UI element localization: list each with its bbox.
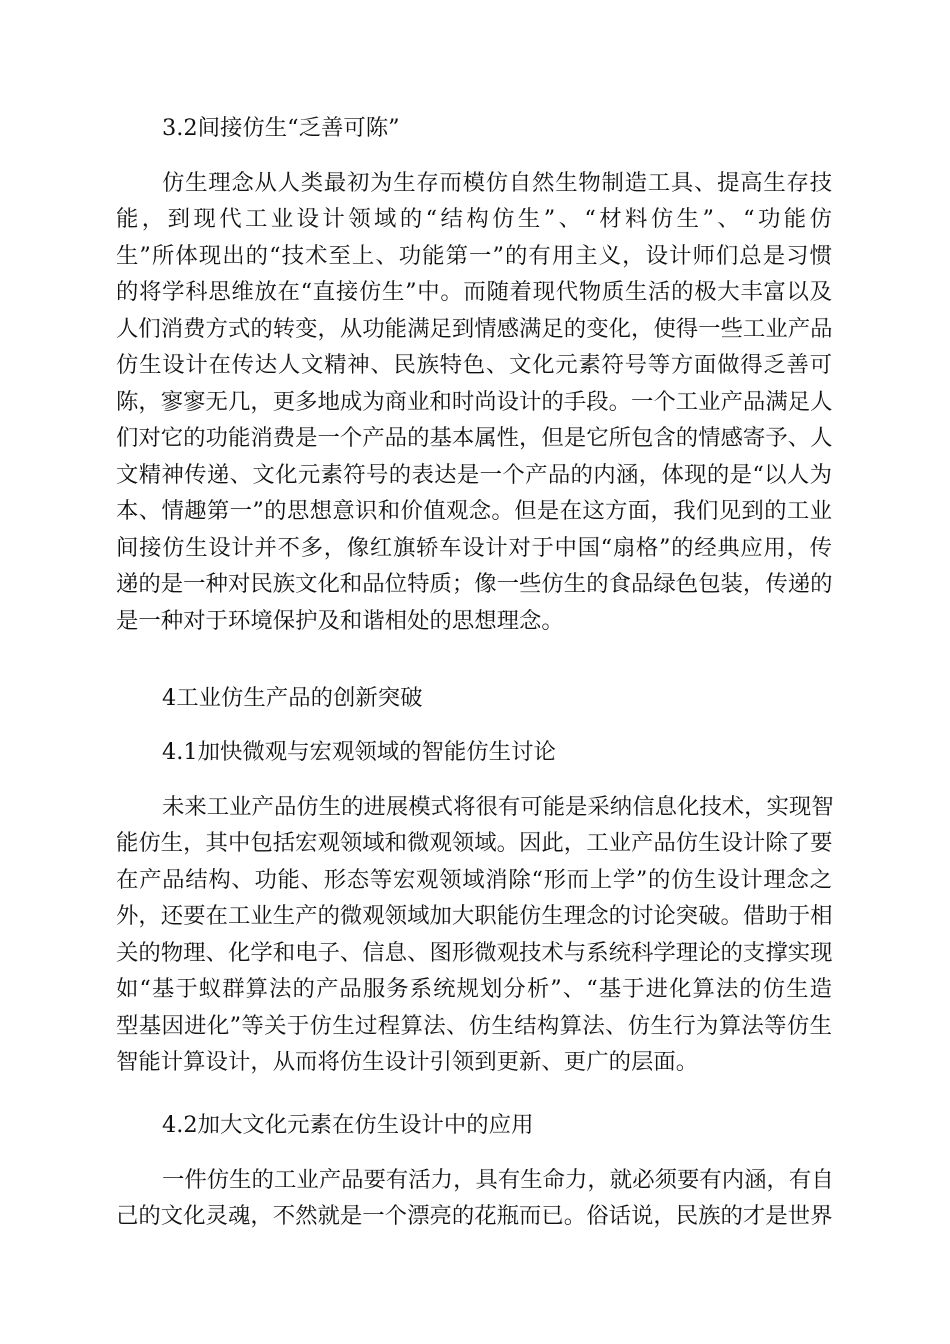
paragraph-line-last: 是一种对于环境保护及和谐相处的思想理念。	[116, 608, 564, 634]
paragraph-line: 的将学科思维放在“直接仿生”中。而随着现代物质生活的极大丰富以及	[116, 279, 832, 305]
heading-4-2: 4.2加大文化元素在仿生设计中的应用	[162, 1112, 534, 1138]
paragraph-line: 递的是一种对民族文化和品位特质；像一些仿生的食品绿色包装，传递的	[116, 571, 833, 597]
heading-4: 4工业仿生产品的创新突破	[162, 685, 423, 711]
paragraph-line: 仿生理念从人类最初为生存而模仿自然生物制造工具、提高生存技	[162, 170, 832, 196]
paragraph-line: 如“基于蚁群算法的产品服务系统规划分析”、“基于进化算法的仿生造	[116, 976, 832, 1002]
paragraph-line-last: 智能计算设计，从而将仿生设计引领到更新、更广的层面。	[116, 1049, 699, 1075]
paragraph-line: 型基因进化”等关于仿生过程算法、仿生结构算法、仿生行为算法等仿生	[116, 1013, 832, 1039]
paragraph-line: 能，到现代工业设计领域的“结构仿生”、“材料仿生”、“功能仿	[116, 206, 832, 232]
paragraph-line: 生”所体现出的“技术至上、功能第一”的有用主义，设计师们总是习惯	[116, 243, 832, 269]
heading-4-1: 4.1加快微观与宏观领域的智能仿生讨论	[162, 739, 556, 765]
paragraph-line: 仿生设计在传达人文精神、民族特色、文化元素符号等方面做得乏善可	[116, 352, 832, 378]
paragraph-line: 文精神传递、文化元素符号的表达是一个产品的内涵，体现的是“以人为	[116, 462, 832, 488]
paragraph-line: 们对它的功能消费是一个产品的基本属性，但是它所包含的情感寄予、人	[116, 425, 833, 451]
paragraph-line: 能仿生，其中包括宏观领域和微观领域。因此，工业产品仿生设计除了要	[116, 830, 833, 856]
paragraph-line: 本、情趣第一”的思想意识和价值观念。但是在这方面，我们见到的工业	[116, 498, 832, 524]
paragraph-line: 陈，寥寥无几，更多地成为商业和时尚设计的手段。一个工业产品满足人	[116, 389, 833, 415]
paragraph-line: 人们消费方式的转变，从功能满足到情感满足的变化，使得一些工业产品	[116, 316, 833, 342]
paragraph-line: 间接仿生设计并不多，像红旗轿车设计对于中国“扇格”的经典应用，传	[116, 535, 832, 561]
paragraph-line: 未来工业产品仿生的进展模式将很有可能是采纳信息化技术，实现智	[162, 794, 834, 820]
paragraph-line: 一件仿生的工业产品要有活力，具有生命力，就必须要有内涵，有自	[162, 1167, 834, 1193]
paragraph-line: 关的物理、化学和电子、信息、图形微观技术与系统科学理论的支撑实现	[116, 940, 833, 966]
paragraph-line: 己的文化灵魂，不然就是一个漂亮的花瓶而已。俗话说，民族的才是世界	[116, 1203, 833, 1229]
paragraph-line: 在产品结构、功能、形态等宏观领域消除“形而上学”的仿生设计理念之	[116, 867, 832, 893]
heading-3-2: 3.2间接仿生“乏善可陈”	[162, 115, 400, 141]
paragraph-line: 外，还要在工业生产的微观领域加大职能仿生理念的讨论突破。借助于相	[116, 903, 833, 929]
